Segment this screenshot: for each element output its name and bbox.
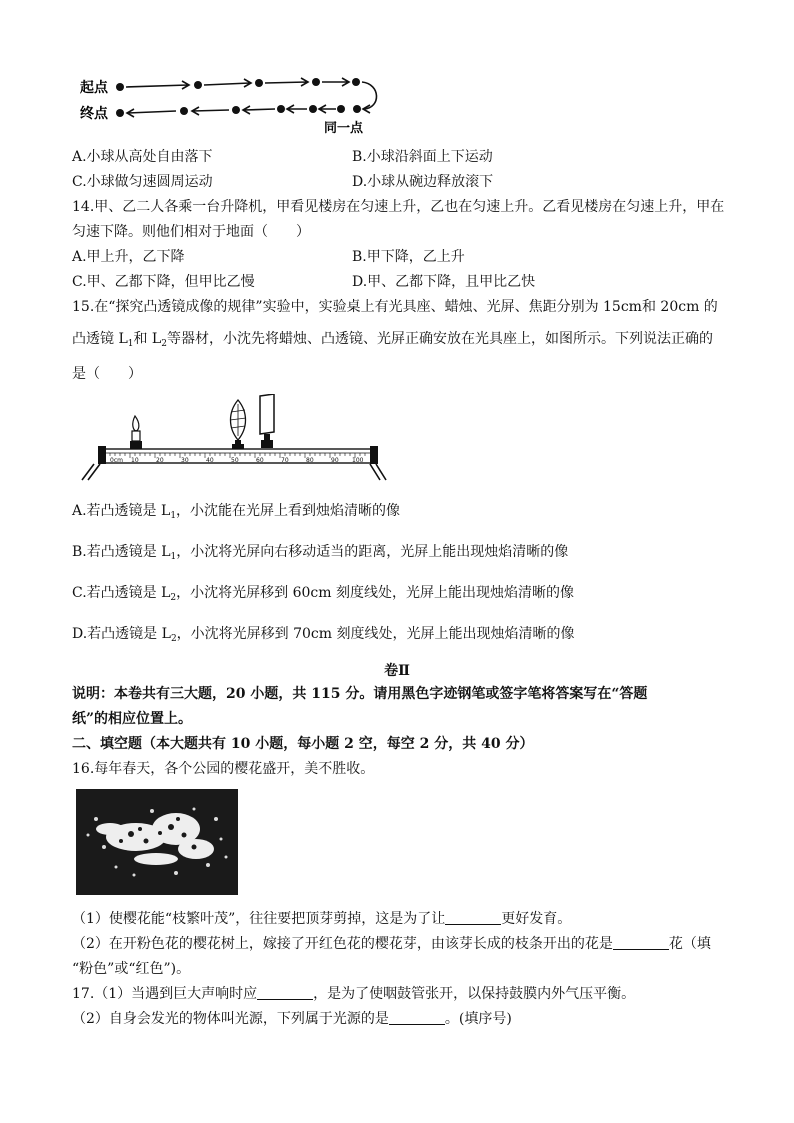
q15-option-a: A.若凸透镜是 $L_1$，小沈能在光屏上看到烛焰清晰的像: [72, 503, 401, 521]
bench-label-30: 30: [181, 457, 189, 464]
bench-label-70: 70: [281, 457, 289, 464]
answer-blank[interactable]: [257, 985, 313, 1000]
q17-part2: （2）自身会发光的物体叫光源，下列属于光源的是 。(填序号): [72, 1011, 512, 1027]
q16-part1: （1）使樱花能“枝繁叶茂”，往往要把顶芽剪掉，这是为了让 更好发育。: [72, 911, 572, 927]
q13-option-c: C.小球做匀速圆周运动: [72, 174, 213, 190]
section-note-line1: 说明：本卷共有三大题，20 小题，共 115 分。请用黑色字迹钢笔或签字笔将答案写在“答题: [72, 686, 648, 702]
screen: [260, 394, 274, 448]
bench-label-0: 0cm: [110, 457, 123, 464]
bench-label-50: 50: [231, 457, 239, 464]
fill-in-heading: 二、填空题（本大题共有 10 小题，每小题 2 空，每空 2 分，共 40 分）: [72, 736, 534, 752]
bench-label-60: 60: [256, 457, 264, 464]
q15-option-c: C.若凸透镜是 $L_2$，小沈将光屏移到 60cm 刻度线处，光屏上能出现烛焰清晰的像: [72, 585, 574, 603]
end-label: 终点: [80, 106, 108, 122]
q15-option-b: B.若凸透镜是 $L_1$，小沈将光屏向右移动适当的距离，光屏上能出现烛焰清晰的像: [72, 544, 569, 562]
cherry-blossom-photo: [76, 789, 238, 895]
optical-bench-figure: [80, 394, 388, 484]
q14-stem-line1: 14.甲、乙二人各乘一台升降机，甲看见楼房在匀速上升，乙也在匀速上升。乙看见楼房在匀速上升，甲在: [72, 199, 725, 215]
q16-part2-line2: “粉色”或“红色”)。: [72, 961, 191, 977]
q16-part2: （2）在开粉色花的樱花树上，嫁接了开红色花的樱花芽，由该芽长成的枝条开出的花是 花（填: [72, 936, 711, 952]
q13-option-a: A.小球从高处自由落下: [72, 149, 213, 165]
candle: [130, 416, 142, 449]
motion-figure: [76, 66, 386, 136]
q14-option-d: D.甲、乙都下降，且甲比乙快: [352, 274, 536, 290]
top-dot: [352, 78, 360, 86]
q15-stem-line3: 是（ ）: [72, 366, 142, 382]
bottom-dot: [309, 105, 317, 113]
q14-option-b: B.甲下降，乙上升: [352, 249, 465, 265]
bottom-dot: [277, 105, 285, 113]
q14-option-a: A.甲上升，乙下降: [72, 249, 185, 265]
top-dot: [312, 78, 320, 86]
q14-stem-line2: 匀速下降。则他们相对于地面（ ）: [72, 224, 310, 240]
bottom-dot: [353, 105, 361, 113]
bottom-dot: [180, 107, 188, 115]
bench-label-80: 80: [306, 457, 314, 464]
bench-label-10: 10: [131, 457, 139, 464]
bottom-dot: [337, 105, 345, 113]
bench-label-40: 40: [206, 457, 214, 464]
top-dot: [255, 79, 263, 87]
q15-stem-line1: 15.在“探究凸透镜成像的规律”实验中，实验桌上有光具座、蜡烛、光屏、焦距分别为 15cm和 20cm 的: [72, 299, 718, 315]
start-label: 起点: [80, 80, 108, 96]
q14-option-c: C.甲、乙都下降，但甲比乙慢: [72, 274, 255, 290]
bench-label-100: 100: [352, 457, 364, 464]
answer-blank[interactable]: [389, 1010, 445, 1025]
q15-option-d: D.若凸透镜是 $L_2$，小沈将光屏移到 70cm 刻度线处，光屏上能出现烛焰清晰的像: [72, 626, 575, 644]
answer-blank[interactable]: [445, 910, 501, 925]
bench-label-20: 20: [156, 457, 164, 464]
bottom-dot: [232, 106, 240, 114]
section-note-line2: 纸”的相应位置上。: [72, 711, 193, 727]
same-point-label: 同一点: [324, 121, 364, 136]
top-dot: [116, 83, 124, 91]
q15-stem-line2: 凸透镜 $L_1$和 $L_2$等器材，小沈先将蜡烛、凸透镜、光屏正确安放在光具座上，如图所示。下列说法正确的: [72, 331, 713, 349]
q16-intro: 16.每年春天，各个公园的樱花盛开，美不胜收。: [72, 761, 375, 777]
answer-blank[interactable]: [613, 935, 669, 950]
q13-option-b: B.小球沿斜面上下运动: [352, 149, 493, 165]
bottom-dot: [116, 109, 124, 117]
bench-label-90: 90: [331, 457, 339, 464]
section-title: 卷Ⅱ: [384, 663, 410, 679]
q13-option-d: D.小球从碗边释放滚下: [352, 174, 494, 190]
lens: [230, 400, 246, 450]
top-dot: [194, 81, 202, 89]
q17-part1: 17.（1）当遇到巨大声响时应 ，是为了使咽鼓管张开，以保持鼓膜内外气压平衡。: [72, 986, 636, 1002]
